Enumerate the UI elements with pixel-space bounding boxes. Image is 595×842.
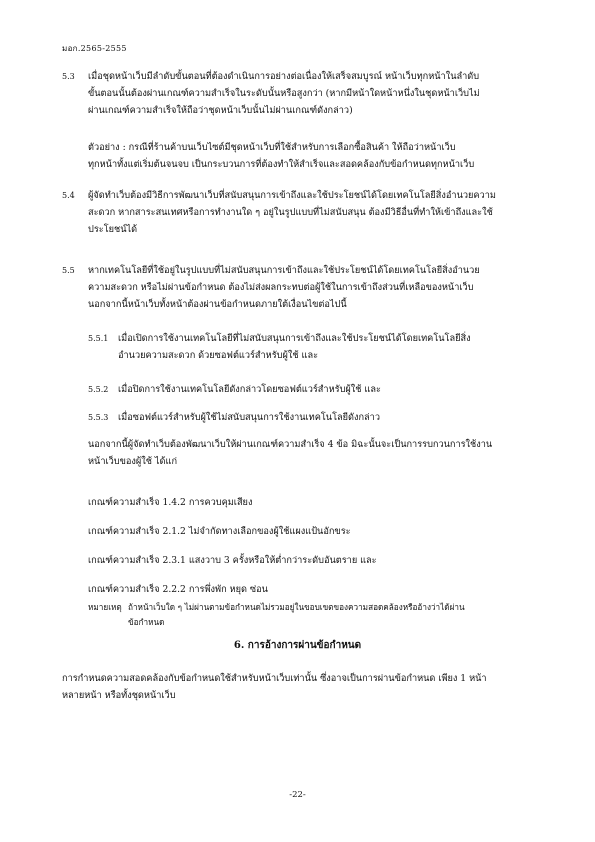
clause-5-3-example (88, 139, 474, 173)
section-6-heading: 6. การอ้างการผ่านข้อกำหนด (233, 640, 362, 651)
example-line: ทุกหน้าทั้งแต่เริ่มต้นจนจบ เป็นกระบวนการที่ต้องทำให้สำเร็จและสอดคล้องกับข้อกำหนดทุกหน้าเว็บ (88, 159, 475, 170)
text-line: นอกจากนี้ผู้จัดทำเว็บต้องพัฒนาเว็บให้ผ่านเกณฑ์ความสำเร็จ 4 ข้อ มิฉะนั้นจะเป็นการรบกวนการใช้งาน (88, 439, 493, 450)
clause-number-5-4: 5.4 (62, 191, 75, 200)
text-line: สะดวก หากสาระสนเทศหรือการทำงานใด ๆ อยู่ในรูปแบบที่ไม่สนับสนุน ต้องมีวิธีอื่นที่ทำให้เข้าถึงและใช้ (88, 207, 493, 218)
text-line: ขั้นตอนนั้นต้องผ่านเกณฑ์ความสำเร็จในระดับนั้นหรือสูงกว่า (หากมีหน้าใดหน้าหนึ่งในชุดหน้าเว็บไม่ (88, 88, 480, 99)
text-line: หากเทคโนโลยีที่ใช้อยู่ในรูปแบบที่ไม่สนับสนุนการเข้าถึงและใช้ประโยชน์ได้โดยเทคโนโลยีสิ่งอำนวย (88, 265, 480, 276)
criteria-list (88, 488, 377, 604)
text-line: หลายหน้า หรือทั้งชุดหน้าเว็บ (62, 690, 176, 701)
standard-number-header: มอก.2565-2555 (62, 44, 127, 53)
clause-5-3-text (88, 68, 480, 119)
note-text (128, 600, 465, 630)
text-line: อำนวยความสะดวก ด้วยซอฟต์แวร์สำหรับผู้ใช้ และ (118, 350, 319, 361)
clause-5-4-text (88, 187, 496, 238)
clause-number-5-5: 5.5 (62, 266, 75, 275)
text-line: เมื่อปิดการใช้งานเทคโนโลยีดังกล่าวโดยซอฟต์แวร์สำหรับผู้ใช้ และ (118, 384, 381, 395)
text-line: เมื่อเปิดการใช้งานเทคโนโลยีที่ไม่สนับสนุนการเข้าถึงและใช้ประโยชน์ได้โดยเทคโนโลยีสิ่ง (118, 333, 471, 344)
page-number: -22- (289, 790, 306, 800)
note-line: ข้อกำหนด (128, 617, 165, 627)
note-label: หมายเหตุ (88, 602, 122, 612)
text-line: ประโยชน์ได้ (88, 224, 138, 235)
text-line: ความสะดวก หรือไม่ผ่านข้อกำหนด ต้องไม่ส่งผลกระทบต่อผู้ใช้ในการเข้าถึงส่วนที่เหลือของหน้าเว็บ (88, 282, 474, 293)
criterion-item: เกณฑ์ความสำเร็จ 2.2.2 การพึ่งพัก หยุด ซ่อน (88, 584, 268, 595)
section-6-text (62, 670, 487, 704)
text-line: หน้าเว็บของผู้ใช้ ได้แก่ (88, 456, 178, 467)
clause-number-5-5-2: 5.5.2 (88, 385, 109, 394)
criterion-item: เกณฑ์ความสำเร็จ 2.3.1 แสงวาบ 3 ครั้งหรือให้ต่ำกว่าระดับอันตราย และ (88, 555, 377, 566)
clause-5-5-3-text (118, 409, 380, 426)
criterion-item: เกณฑ์ความสำเร็จ 2.1.2 ไม่จำกัดทางเลือกของผู้ใช้แผงแป้นอักขระ (88, 526, 351, 537)
text-line: นอกจากนี้หน้าเว็บทั้งหน้าต้องผ่านข้อกำหนดภายใต้เงื่อนไขต่อไปนี้ (88, 299, 347, 310)
text-line: เมื่อซอฟต์แวร์สำหรับผู้ใช้ไม่สนับสนุนการใช้งานเทคโนโลยีดังกล่าว (118, 412, 380, 423)
note-line: ถ้าหน้าเว็บใด ๆ ไม่ผ่านตามข้อกำหนดไม่รวมอยู่ในขอบเขตของความสอดคล้องหรืออ้างว่าได้ผ่าน (128, 602, 465, 612)
clause-5-5-text (88, 262, 480, 313)
clause-5-5-2-text (118, 381, 381, 398)
text-line: ผ่านเกณฑ์ความสำเร็จให้ถือว่าชุดหน้าเว็บนั้นไม่ผ่านเกณฑ์ดังกล่าว) (88, 105, 353, 116)
clause-5-5-1-text (118, 330, 471, 364)
text-line: การกำหนดความสอดคล้องกับข้อกำหนดใช้สำหรับหน้าเว็บเท่านั้น ซึ่งอาจเป็นการผ่านข้อกำหนด เพียง 1 หน้า (62, 673, 487, 684)
criterion-item: เกณฑ์ความสำเร็จ 1.4.2 การควบคุมเสียง (88, 497, 253, 508)
text-line: ผู้จัดทำเว็บต้องมีวิธีการพัฒนาเว็บที่สนับสนุนการเข้าถึงและใช้ประโยชน์ได้โดยเทคโนโลยีสิ่งอำนวยความ (88, 190, 496, 201)
text-line: เมื่อชุดหน้าเว็บมีลำดับขั้นตอนที่ต้องดำเนินการอย่างต่อเนื่องให้เสร็จสมบูรณ์ หน้าเว็บทุกหน้าในลำดับ (88, 71, 480, 82)
clause-number-5-3: 5.3 (62, 72, 75, 81)
example-line: ตัวอย่าง : กรณีที่ร้านค้าบนเว็บไซต์มีชุดหน้าเว็บที่ใช้สำหรับการเลือกซื้อสินค้า ให้ถือว่าหน้าเว็บ (88, 142, 456, 153)
clause-number-5-5-3: 5.5.3 (88, 413, 109, 422)
clause-5-5-continuation (88, 436, 492, 470)
clause-number-5-5-1: 5.5.1 (88, 334, 109, 343)
